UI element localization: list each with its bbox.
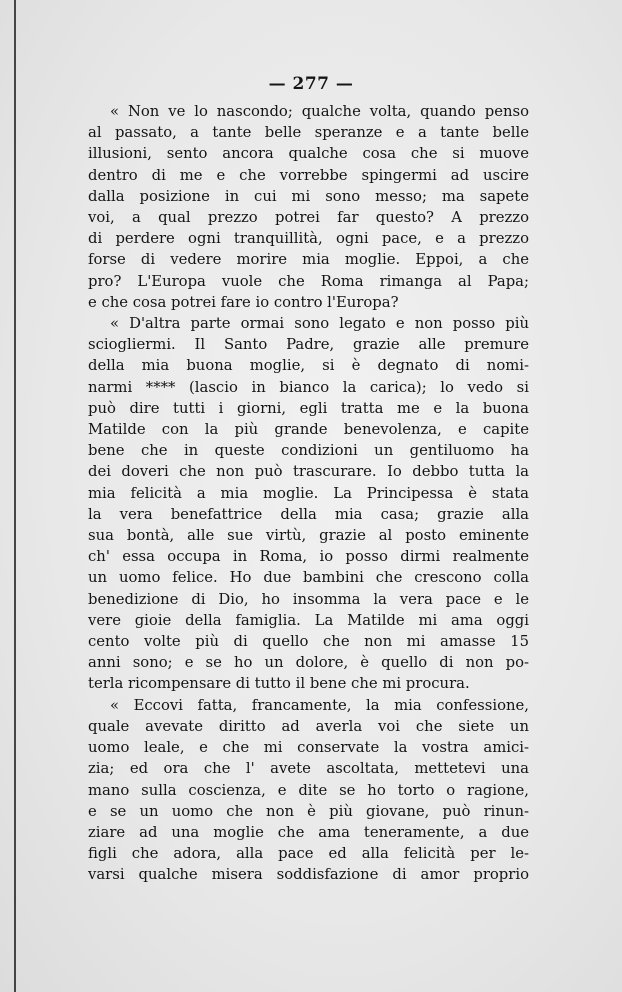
text-line: ch' essa occupa in Roma, io posso dirmi realmente [88,548,529,566]
text-line: ziare ad una moglie che ama teneramente, a due [88,823,529,841]
text-line: e se un uomo che non è più giovane, può rinun- [88,802,529,820]
text-line: può dire tutti i giorni, egli tratta me e la buona [88,399,529,417]
text-line: voi, a qual prezzo potrei far questo? A prezzo [88,209,529,227]
text-line: bene che in queste condizioni un gentiluomo ha [88,442,529,460]
text-line: dei doveri che non può trascurare. Io debbo tutta la [88,463,529,481]
text-line: dentro di me e che vorrebbe spingermi ad uscire [88,166,529,184]
text-line: mia felicità a mia moglie. La Principessa è stata [88,484,529,502]
text-line: dalla posizione in cui mi sono messo; ma sapete [88,187,529,205]
page-number: — 277 — [268,74,354,94]
text-line: di perdere ogni tranquillità, ogni pace, e a prezzo [88,230,529,248]
text-line: « Non ve lo nascondo; qualche volta, quando penso [110,103,529,120]
text-line: anni sono; e se ho un dolore, è quello di non po- [88,654,529,672]
text-line: un uomo felice. Ho due bambini che crescono colla [88,569,529,587]
text-line: forse di vedere morire mia moglie. Eppoi, a che [88,251,529,269]
text-line: narmi **** (lascio in bianco la carica); lo vedo si [88,378,529,396]
text-line: sciogliermi. Il Santo Padre, grazie alle premure [88,336,529,354]
text-line: al passato, a tante belle speranze e a tante belle [88,124,529,142]
text-line: mano sulla coscienza, e dite se ho torto o ragione, [88,781,529,799]
text-line: quale avevate diritto ad averla voi che siete un [88,717,529,735]
text-line: figli che adora, alla pace ed alla felicità per le- [88,845,529,863]
body-text [88,101,529,886]
text-line: illusioni, sento ancora qualche cosa che si muove [88,145,529,163]
text-line: della mia buona moglie, si è degnato di nomi- [88,357,529,375]
text-line: uomo leale, e che mi conservate la vostra amici- [88,739,529,757]
text-line: la vera benefattrice della mia casa; grazie alla [88,505,529,523]
text-line: « Eccovi fatta, francamente, la mia confessione, [110,696,529,714]
text-line: varsi qualche misera soddisfazione di amor proprio [88,866,529,884]
text-line: pro? L'Europa vuole che Roma rimanga al Papa; [88,272,529,290]
text-line: terla ricompensare di tutto il bene che mi procura. [88,675,470,693]
text-line: sua bontà, alle sue virtù, grazie al posto eminente [88,527,529,545]
text-line: vere gioie della famiglia. La Matilde mi ama oggi [88,611,529,629]
text-line: e che cosa potrei fare io contro l'Europa? [88,293,399,311]
text-line: Matilde con la più grande benevolenza, e capite [88,421,529,439]
text-line: cento volte più di quello che non mi amasse 15 [88,633,529,651]
text-line: zia; ed ora che l' avete ascoltata, mettetevi una [88,760,529,778]
page-left-edge [14,0,16,992]
text-line: « D'altra parte ormai sono legato e non posso più [110,315,529,333]
text-line: benedizione di Dio, ho insomma la vera pace e le [88,590,529,608]
